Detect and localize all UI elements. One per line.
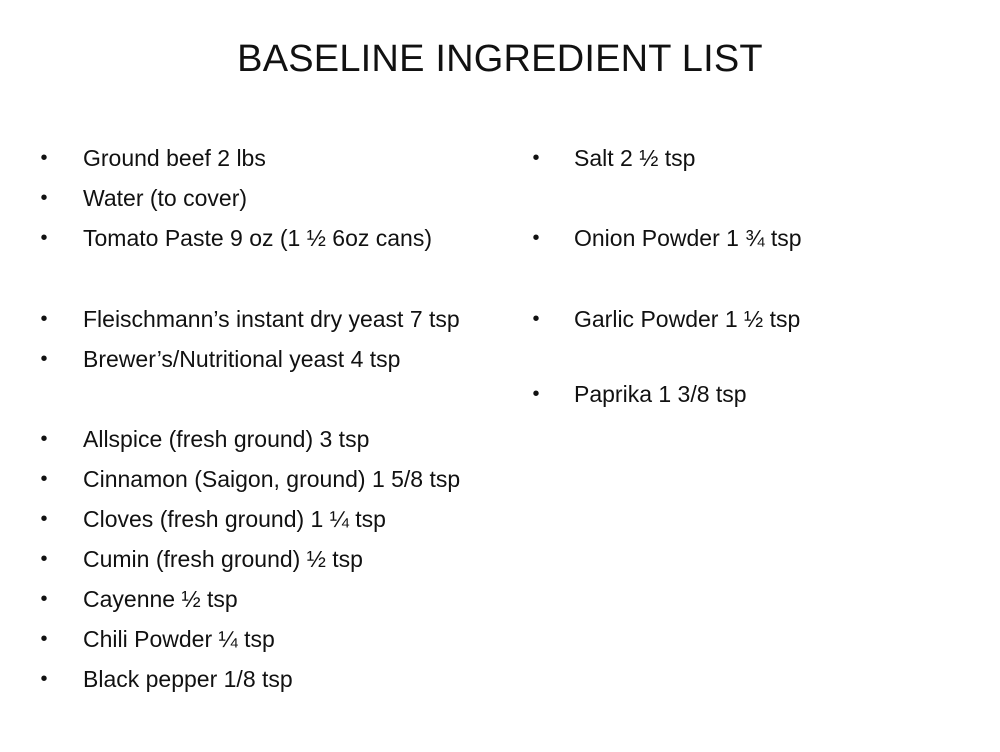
ingredient-label: Allspice (fresh ground) 3 tsp <box>83 426 370 452</box>
ingredient-label: Cinnamon (Saigon, ground) 1 5/8 tsp <box>83 466 461 492</box>
ingredient-label: Chili Powder ¼ tsp <box>83 626 275 652</box>
bullet-icon: • <box>40 147 48 169</box>
ingredient-label: Tomato Paste 9 oz (1 ½ 6oz cans) <box>83 225 433 251</box>
ingredient-label: Salt 2 ½ tsp <box>574 145 696 171</box>
ingredient-label: Paprika 1 3/8 tsp <box>574 381 747 407</box>
ingredient-label: Fleischmann’s instant dry yeast 7 tsp <box>83 306 460 332</box>
ingredient-label: Brewer’s/Nutritional yeast 4 tsp <box>83 346 401 372</box>
bullet-icon: • <box>532 147 540 169</box>
ingredient-label: Cayenne ½ tsp <box>83 586 238 612</box>
bullet-icon: • <box>40 548 48 570</box>
bullet-icon: • <box>40 308 48 330</box>
ingredient-label: Black pepper 1/8 tsp <box>83 666 293 692</box>
ingredient-label: Water (to cover) <box>83 185 248 211</box>
ingredient-label: Garlic Powder 1 ½ tsp <box>574 306 801 332</box>
bullet-icon: • <box>532 308 540 330</box>
ingredient-label: Onion Powder 1 ¾ tsp <box>574 225 802 251</box>
bullet-icon: • <box>40 508 48 530</box>
page-title: BASELINE INGREDIENT LIST <box>237 38 763 80</box>
bullet-icon: • <box>40 428 48 450</box>
bullet-icon: • <box>532 383 540 405</box>
bullet-icon: • <box>532 227 540 249</box>
bullet-icon: • <box>40 348 48 370</box>
bullet-icon: • <box>40 588 48 610</box>
bullet-icon: • <box>40 468 48 490</box>
bullet-icon: • <box>40 227 48 249</box>
ingredient-label: Cumin (fresh ground) ½ tsp <box>83 546 363 572</box>
bullet-icon: • <box>40 628 48 650</box>
bullet-icon: • <box>40 668 48 690</box>
ingredient-label: Ground beef 2 lbs <box>83 145 266 171</box>
bullet-icon: • <box>40 187 48 209</box>
ingredient-label: Cloves (fresh ground) 1 ¼ tsp <box>83 506 386 532</box>
